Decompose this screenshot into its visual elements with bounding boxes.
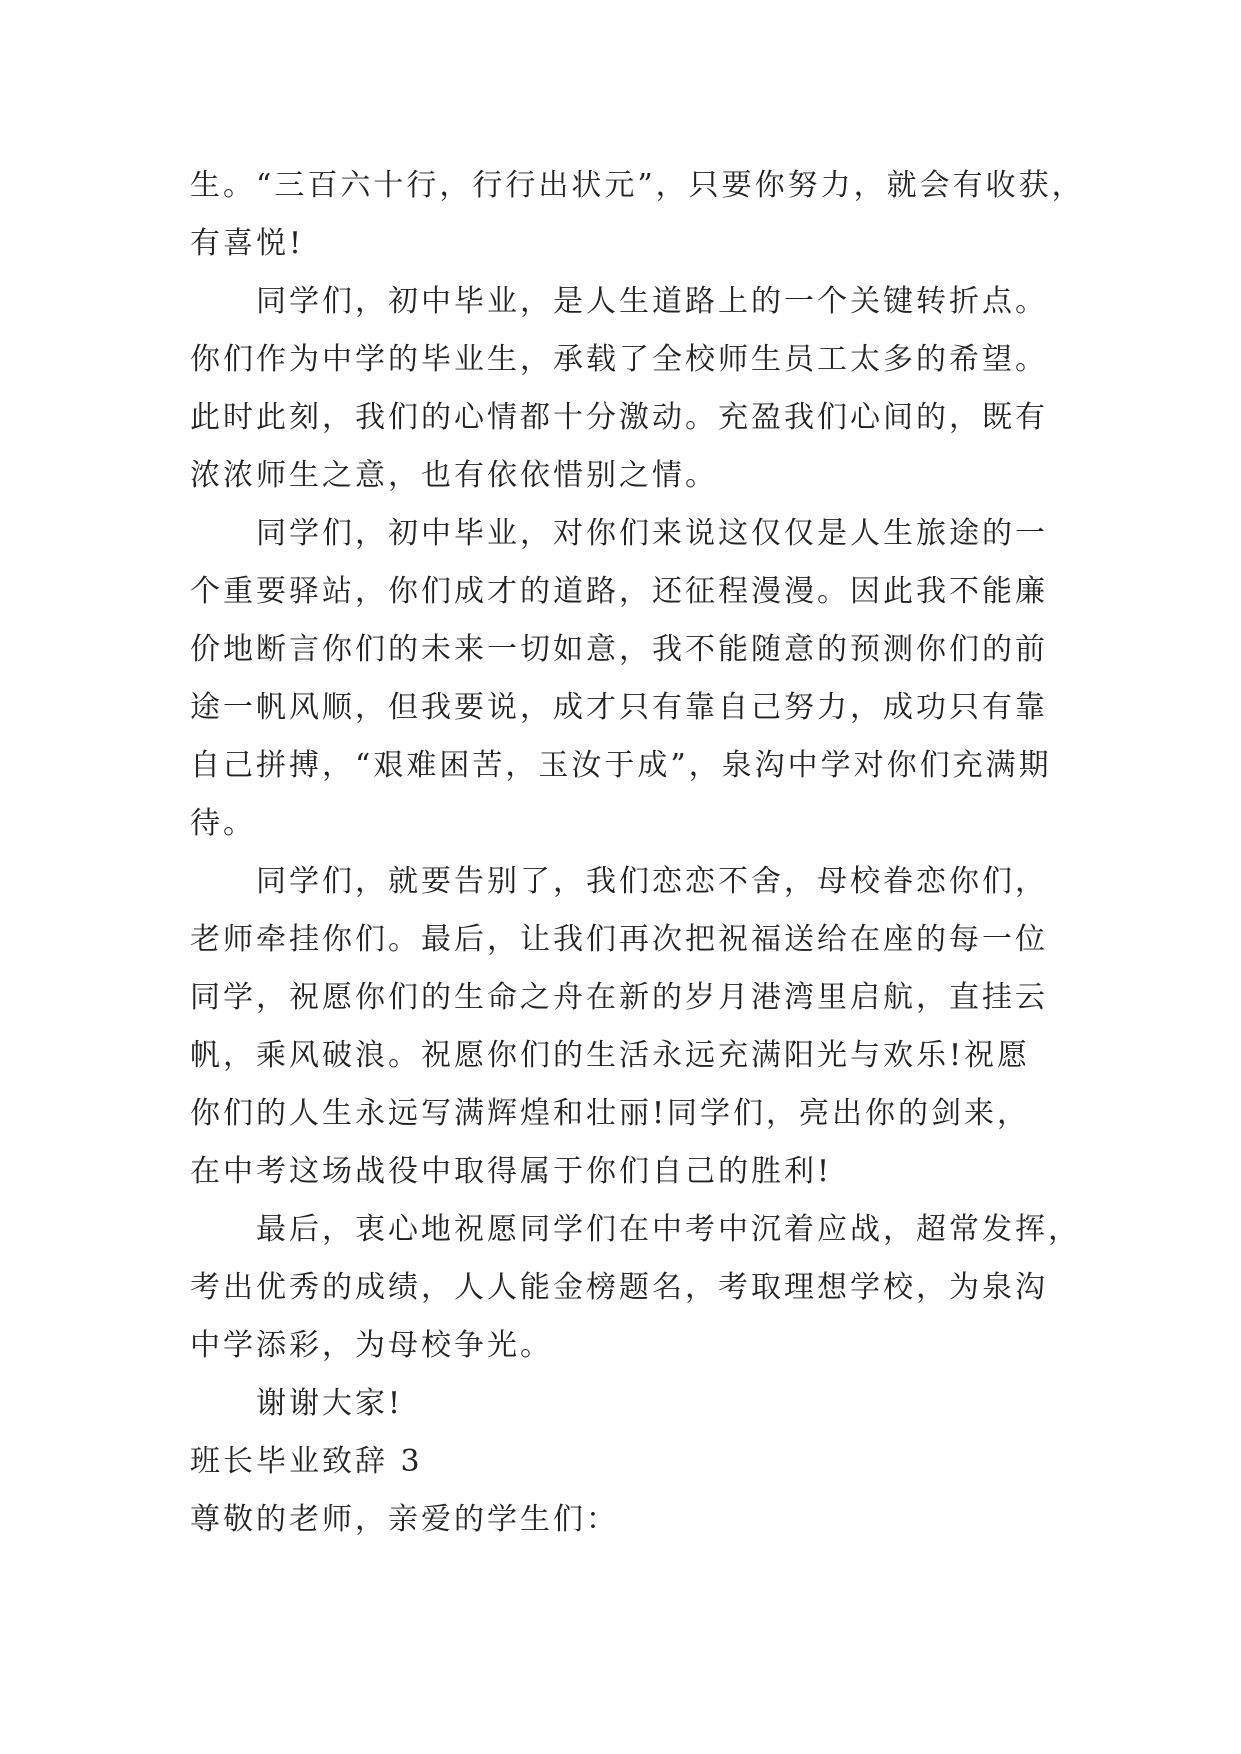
text-line: 你们作为中学的毕业生，承载了全校师生员工太多的希望。: [190, 342, 1048, 377]
text-line: 你们的人生永远写满辉煌和壮丽!同学们，亮出你的剑来，: [190, 1096, 1031, 1131]
text-line: 个重要驿站，你们成才的道路，还征程漫漫。因此我不能廉: [190, 574, 1048, 609]
text-line: 价地断言你们的未来一切如意，我不能随意的预测你们的前: [190, 632, 1048, 667]
salutation-line: 尊敬的老师，亲爱的学生们：: [190, 1502, 619, 1537]
text-line: 途一帆风顺，但我要说，成才只有靠自己努力，成功只有靠: [190, 690, 1048, 725]
document-body: [190, 157, 1085, 1549]
text-line: 在中考这场战役中取得属于你们自己的胜利!: [190, 1154, 833, 1189]
text-line: 考出优秀的成绩，人人能金榜题名，考取理想学校，为泉沟: [190, 1270, 1048, 1305]
closing-line: 谢谢大家!: [256, 1386, 404, 1421]
text-line: 生。“三百六十行，行行出状元”，只要你努力，就会有收获，: [190, 168, 1085, 203]
text-line: 自己拼搏，“艰难困苦，玉汝于成”，泉沟中学对你们充满期: [190, 748, 1052, 783]
text-line: 老师牵挂你们。最后，让我们再次把祝福送给在座的每一位: [190, 922, 1048, 957]
paragraph-start-line: 最后，衷心地祝愿同学们在中考中沉着应战，超常发挥，: [256, 1212, 1081, 1247]
text-line: 帆，乘风破浪。祝愿你们的生活永远充满阳光与欢乐!祝愿: [190, 1038, 1031, 1073]
text-line: 中学添彩，为母校争光。: [190, 1328, 553, 1363]
text-line: 有喜悦!: [190, 226, 305, 261]
text-line: 此时此刻，我们的心情都十分激动。充盈我们心间的，既有: [190, 400, 1048, 435]
section-heading: 班长毕业致辞 3: [190, 1444, 423, 1479]
paragraph-start-line: 同学们，初中毕业，是人生道路上的一个关键转折点。: [256, 284, 1048, 319]
paragraph-start-line: 同学们，就要告别了，我们恋恋不舍，母校眷恋你们，: [256, 864, 1048, 899]
paragraph-start-line: 同学们，初中毕业，对你们来说这仅仅是人生旅途的一: [256, 516, 1048, 551]
text-line: 浓浓师生之意，也有依依惜别之情。: [190, 458, 718, 493]
text-line: 同学，祝愿你们的生命之舟在新的岁月港湾里启航，直挂云: [190, 980, 1048, 1015]
text-line: 待。: [190, 806, 256, 841]
